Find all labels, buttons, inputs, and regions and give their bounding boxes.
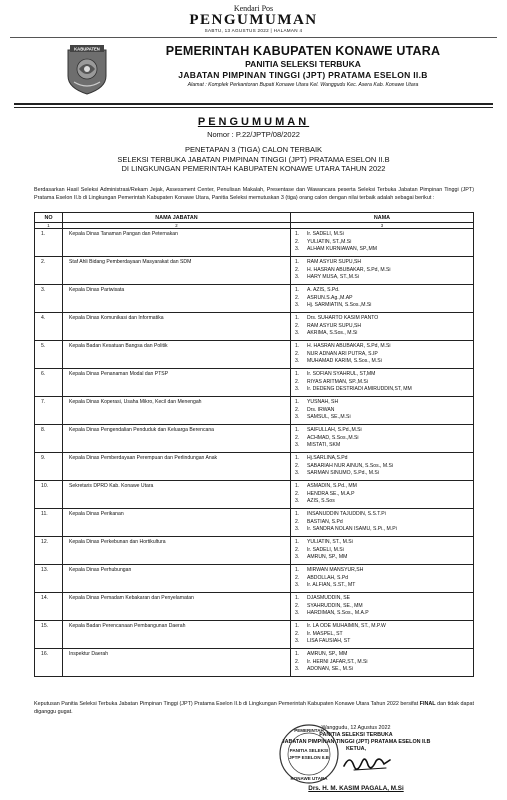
candidate-name: RAM ASYUR SUPU,SH [307, 322, 362, 329]
column-number: 2 [63, 223, 291, 229]
candidate-entry [295, 442, 473, 450]
candidate-entry [295, 358, 473, 366]
candidate-name: YULIATIN, ST., M.Si [307, 539, 353, 545]
candidate-rank: 3. [295, 582, 300, 589]
candidate-entry [295, 498, 473, 506]
candidate-list [291, 285, 474, 313]
handwritten-signature [340, 752, 394, 776]
candidate-entry [295, 399, 473, 407]
candidate-rank: 1. [295, 539, 300, 545]
candidate-rank: 1. [295, 231, 300, 237]
letterhead-rule-thin [14, 107, 493, 108]
header-nama: NAMA [291, 213, 474, 223]
candidate-entry [295, 343, 473, 351]
header-no: NO [35, 213, 63, 223]
newspaper-masthead [0, 0, 507, 38]
candidate-rank: 1. [295, 455, 300, 461]
candidate-rank: 1. [295, 427, 300, 433]
candidate-entry [295, 519, 473, 527]
candidate-entry [295, 491, 473, 499]
candidate-rank: 2. [295, 630, 300, 637]
government-name: PEMERINTAH KABUPATEN KONAWE UTARA [165, 44, 441, 58]
candidate-entry [295, 323, 473, 331]
candidate-rank: 2. [295, 518, 300, 525]
candidate-rank: 3. [295, 442, 300, 449]
candidate-rank: 1. [295, 315, 300, 321]
stamp-text: KONAWE UTARA [290, 776, 328, 781]
candidate-rank: 3. [295, 470, 300, 477]
candidate-entry [295, 526, 473, 534]
candidate-list [291, 313, 474, 341]
candidate-rank: 1. [295, 259, 300, 265]
candidate-entry [295, 287, 473, 295]
row-number: 16. [35, 649, 63, 677]
candidate-entry [295, 483, 473, 491]
candidate-list [291, 341, 474, 369]
row-number: 9. [35, 453, 63, 481]
candidate-name: NUR ADNAN ARI PUTRA, S.IP [307, 350, 378, 357]
table-row [35, 341, 474, 369]
candidate-entry [295, 539, 473, 547]
table-row [35, 453, 474, 481]
document-title: PENGUMUMAN [197, 116, 310, 128]
candidate-name: MUHAMAD KARIM, S.Sos., M.Si [307, 358, 382, 365]
candidate-name: LISA FAUSIAH, ST [307, 638, 351, 645]
place-date: Wanggudu, 12 Agustus 2022 [321, 725, 391, 731]
candidate-name: INSANUDDIN TAJUDDIN, S.S.T.Pi [307, 511, 386, 517]
candidate-name: Ir. SANDRA NOLAN ISAMU, S.Pi., M.Pi [307, 526, 397, 533]
candidate-name: H. HASRAN ABUBAKAR, S.Pd, M.Si [307, 343, 391, 349]
table-row [35, 313, 474, 341]
candidate-list [291, 453, 474, 481]
subtitle-line: PENETAPAN 3 (TIGA) CALON TERBAIK [184, 145, 323, 154]
candidate-rank: 1. [295, 511, 300, 517]
table-row [35, 621, 474, 649]
candidate-name: Ir. SADELI, M.Si [307, 231, 344, 237]
candidate-entry [295, 638, 473, 646]
position-name: Staf Ahli Bidang Pemberdayaan Masyarakat dan SDM [63, 257, 291, 285]
candidate-entry [295, 379, 473, 387]
committee-line: PANITIA SELEKSI TERBUKA [319, 732, 393, 738]
candidate-rank: 2. [295, 350, 300, 357]
candidate-entry [295, 239, 473, 247]
office-address: Alamat : Komplek Perkantoran Bupati Konawe Utara Kel. Wanggudu Kec. Asera Kab. Konawe Utara [187, 82, 419, 88]
position-name: Kepala Dinas Komunikasi dan Informatika [63, 313, 291, 341]
position-name: Kepala Dinas Pemadam Kebakaran dan Penyelamatan [63, 593, 291, 621]
official-stamp [278, 723, 340, 785]
row-number: 1. [35, 229, 63, 257]
candidate-list [291, 369, 474, 397]
regency-emblem-logo [64, 42, 110, 96]
candidate-rank: 2. [295, 602, 300, 609]
candidate-name: AMRUN, SP., MM [307, 554, 348, 561]
table-row [35, 369, 474, 397]
signer-role: KETUA, [345, 746, 367, 752]
closing-paragraph [34, 701, 474, 716]
candidate-name: MIRWAN MANSYUR,SH [307, 567, 364, 573]
position-name: Kepala Dinas Perikanan [63, 509, 291, 537]
candidate-name: Ir. DEDENG DESTRIADI AMIRUDDIN,ST, MM [307, 386, 412, 393]
candidate-rank: 1. [295, 343, 300, 349]
intro-paragraph: Berdasarkan Hasil Seleksi Administrasi/Rekam Jejak, Assessment Center, Penulisan Makalah, Presentase dan Wawancara peserta Seleksi Terbuka Jabatan Pimpinan Tinggi (JPT) Pratama Eselon II.b di Lingkungan Pemerintah Kabupaten Konawe Utara, Panitia Seleksi memutuskan 3 (tiga) orang calon dengan nilai terbaik adalah sebagai berikut : [34, 187, 474, 201]
candidate-list [291, 649, 474, 677]
row-number: 5. [35, 341, 63, 369]
candidate-rank: 1. [295, 651, 300, 657]
candidate-name: SYAHRUDDIN, SE., MM [307, 602, 363, 609]
candidate-name: H. HASRAN ABUBAKAR, S.Pd, M.Si [307, 266, 391, 273]
table-header-row [35, 213, 474, 223]
candidate-list [291, 425, 474, 453]
candidate-rank: 3. [295, 274, 300, 281]
candidate-entry [295, 623, 473, 631]
candidate-entry [295, 547, 473, 555]
candidate-entry [295, 470, 473, 478]
candidate-rank: 3. [295, 414, 300, 421]
table-row [35, 565, 474, 593]
letterhead [0, 40, 507, 102]
candidate-entry [295, 567, 473, 575]
stamp-text: JPTP ESELON II.B [289, 755, 329, 760]
masthead-rule [10, 37, 497, 38]
position-name: Sekretaris DPRD Kab. Konawe Utara [63, 481, 291, 509]
candidate-entry [295, 302, 473, 310]
candidate-rank: 1. [295, 399, 300, 405]
candidate-name: Ir. HERNI JAFAR,ST., M.Si [307, 658, 368, 665]
candidate-list [291, 397, 474, 425]
candidate-name: Hj.SARLINA,S.Pd [307, 455, 348, 461]
table-row [35, 397, 474, 425]
row-number: 12. [35, 537, 63, 565]
candidate-list [291, 481, 474, 509]
candidate-rank: 2. [295, 378, 300, 385]
candidate-entry [295, 330, 473, 338]
closing-final-word: FINAL [419, 701, 436, 707]
candidate-name: YULIATIN, ST.,M.Si [307, 238, 352, 245]
document-subtitle [0, 145, 507, 174]
table-row [35, 537, 474, 565]
candidate-name: Ir. SADELI, M.Si [307, 546, 344, 553]
candidate-name: ACHMAD, S.Sos.,M.Si [307, 434, 359, 441]
candidate-entry [295, 246, 473, 254]
position-name: Kepala Dinas Tanaman Pangan dan Peternakan [63, 229, 291, 257]
candidate-entry [295, 651, 473, 659]
closing-text-end: dan tidak dapat diganggu gugat. [34, 701, 475, 715]
candidate-list [291, 621, 474, 649]
candidate-name: HARY MUSA, ST.,M.Si [307, 274, 359, 281]
closing-text: Keputusan Panitia Seleksi Terbuka Jabatan Pimpinan Tinggi (JPT) Pratama Eselon II.b di Lingkungan Pemerintah Kabupaten Konawe Utara Tahun 2022 bersifat [34, 701, 419, 707]
row-number: 7. [35, 397, 63, 425]
candidate-rank: 3. [295, 246, 300, 253]
row-number: 3. [35, 285, 63, 313]
stamp-text: PANITIA SELEKSI [289, 748, 329, 753]
candidate-rank: 1. [295, 623, 300, 629]
candidate-entry [295, 231, 473, 239]
candidate-rank: 1. [295, 595, 300, 601]
candidate-rank: 2. [295, 462, 300, 469]
candidate-entry [295, 554, 473, 562]
candidate-name: Ir. LA ODE MUHAIMIN, ST., M.P.W [307, 623, 386, 629]
candidate-entry [295, 351, 473, 359]
row-number: 11. [35, 509, 63, 537]
candidate-name: Drs. IRWAN [307, 406, 335, 413]
letterhead-rule-thick [14, 103, 493, 105]
document-number: Nomor : P.22/JPTP/08/2022 [207, 130, 300, 139]
candidate-rank: 3. [295, 610, 300, 617]
row-number: 4. [35, 313, 63, 341]
candidate-entry [295, 631, 473, 639]
candidate-entry [295, 603, 473, 611]
candidate-name: A. AZIS, S.Pd. [307, 287, 340, 293]
candidate-rank: 2. [295, 322, 300, 329]
candidate-name: HARDIMAN, S.Sos., M.A.P [307, 610, 369, 617]
section-title: PENGUMUMAN [189, 12, 318, 28]
candidate-name: HENDRA SE., M.A.P [307, 490, 355, 497]
subtitle-line: DI LINGKUNGAN PEMERINTAH KABUPATEN KONAWE UTARA TAHUN 2022 [121, 164, 386, 173]
candidate-name: BASTIAN, S.Pd [307, 518, 343, 525]
candidate-name: Ir. MASPEL, ST [307, 630, 343, 637]
candidate-entry [295, 511, 473, 519]
candidate-name: ADONAN, SE., M.Si [307, 666, 353, 673]
candidate-rank: 3. [295, 330, 300, 337]
column-number: 1 [35, 223, 63, 229]
candidate-entry [295, 427, 473, 435]
candidate-entry [295, 455, 473, 463]
candidate-rank: 2. [295, 490, 300, 497]
candidate-name: AKRIMA, S.Sos., M.Si [307, 330, 358, 337]
candidate-list [291, 509, 474, 537]
candidate-rank: 3. [295, 302, 300, 309]
position-name: Kepala Dinas Perhubungan [63, 565, 291, 593]
row-number: 2. [35, 257, 63, 285]
candidate-rank: 2. [295, 294, 300, 301]
candidate-name: RIYAS ARITMAN, SP.,M.Si [307, 378, 368, 385]
candidate-rank: 3. [295, 358, 300, 365]
candidate-entry [295, 407, 473, 415]
candidate-rank: 2. [295, 658, 300, 665]
candidate-name: DJASMUDDIN, SE [307, 595, 351, 601]
header-jabatan: NAMA JABATAN [63, 213, 291, 223]
candidate-rank: 1. [295, 287, 300, 293]
candidate-entry [295, 295, 473, 303]
position-name: Kepala Dinas Penanaman Modal dan PTSP [63, 369, 291, 397]
candidate-name: SAIFULLAH, S.Pd.,M.Si [307, 427, 362, 433]
candidate-rank: 2. [295, 574, 300, 581]
subtitle-line: SELEKSI TERBUKA JABATAN PIMPINAN TINGGI (JPT) PRATAMA ESELON II.B [117, 154, 390, 164]
candidate-entry [295, 575, 473, 583]
candidate-name: ASRUN.S.Ag.,M.AP [307, 294, 353, 301]
candidate-rank: 3. [295, 638, 300, 645]
candidate-rank: 3. [295, 526, 300, 533]
candidate-entry [295, 435, 473, 443]
candidate-name: RAM ASYUR SUPU,SH [307, 259, 362, 265]
row-number: 13. [35, 565, 63, 593]
table-row [35, 509, 474, 537]
candidate-name: Ir. SOFIAN SYAHRUL, ST,MM [307, 371, 376, 377]
candidate-entry [295, 386, 473, 394]
candidate-name: ALHAM KURNIAWAN, SP.,MM [307, 246, 378, 253]
position-name: Kepala Dinas Koperasi, Usaha Mikro, Kecil dan Menengah [63, 397, 291, 425]
candidate-list [291, 565, 474, 593]
position-name: Kepala Badan Kesatuan Bangsa dan Politik [63, 341, 291, 369]
position-name: Kepala Badan Perencanaan Pembangunan Daerah [63, 621, 291, 649]
candidate-name: Ir. ALFIAN, S.ST., MT [307, 582, 356, 589]
stamp-text: PEMERINTAH [294, 728, 324, 733]
candidate-rank: 1. [295, 567, 300, 573]
row-number: 10. [35, 481, 63, 509]
candidate-name: ASMADIN, S.Pd., MM [307, 483, 357, 489]
candidate-rank: 2. [295, 406, 300, 413]
candidate-name: Drs. SUHARTO KASIM PANTO [307, 315, 379, 321]
position-name: Kepala Dinas Pariwisata [63, 285, 291, 313]
table-row [35, 649, 474, 677]
candidate-name: AMRUN, SP., MM [307, 651, 348, 657]
candidate-entry [295, 666, 473, 674]
committee-name: PANITIA SELEKSI TERBUKA [245, 59, 361, 69]
row-number: 14. [35, 593, 63, 621]
candidate-rank: 3. [295, 498, 300, 505]
issue-date-line: SABTU, 13 AGUSTUS 2022 | HALAMAN 4 [204, 28, 303, 33]
candidate-rank: 1. [295, 483, 300, 489]
table-row [35, 285, 474, 313]
candidate-name: SABARIAH NUR AINUN, S.Sos., M.Si [307, 462, 394, 469]
position-name: Kepala Dinas Perkebunan dan Hortikultura [63, 537, 291, 565]
candidate-list [291, 537, 474, 565]
table-row [35, 229, 474, 257]
document-heading [0, 116, 507, 174]
candidate-entry [295, 274, 473, 282]
candidate-name: Hj. SARMIATIN, S.Sos.,M.Si [307, 302, 372, 309]
row-number: 8. [35, 425, 63, 453]
candidate-list [291, 257, 474, 285]
position-title: JABATAN PIMPINAN TINGGI (JPT) PRATAMA ESELON II.B [178, 70, 428, 80]
candidate-rank: 2. [295, 266, 300, 273]
logo-lettering: KABUPATEN [74, 46, 100, 52]
candidate-rank: 1. [295, 371, 300, 377]
candidate-name: SARMAN SINUMO, S.Pd., M.Si [307, 470, 379, 477]
candidate-entry [295, 610, 473, 618]
row-number: 15. [35, 621, 63, 649]
candidate-entry [295, 463, 473, 471]
column-number: 3 [291, 223, 474, 229]
candidate-entry [295, 371, 473, 379]
table-row [35, 481, 474, 509]
candidate-rank: 3. [295, 666, 300, 673]
candidate-name: ABDOLLAH, S.Pd [307, 574, 349, 581]
candidate-entry [295, 582, 473, 590]
candidate-rank: 2. [295, 434, 300, 441]
candidate-rank: 2. [295, 238, 300, 245]
candidate-entry [295, 659, 473, 667]
candidate-list [291, 229, 474, 257]
row-number: 6. [35, 369, 63, 397]
committee-line: JABATAN PIMPINAN TINGGI (JPT) PRATAMA ESELON II.B [281, 739, 431, 745]
position-name: Kepala Dinas Pengendalian Penduduk dan Keluarga Berencana [63, 425, 291, 453]
newspaper-name: Kendari Pos [233, 4, 274, 13]
candidate-entry [295, 315, 473, 323]
candidate-name: SAMSUL, SE.,M.Si [307, 414, 351, 421]
candidate-name: MISTATI, SKM [307, 442, 341, 449]
table-row [35, 593, 474, 621]
candidate-name: YUSNAH, SH [307, 399, 339, 405]
candidate-entry [295, 259, 473, 267]
candidate-list [291, 593, 474, 621]
table-row [35, 257, 474, 285]
candidate-entry [295, 267, 473, 275]
signer-name: Drs. H. M. KASIM PAGALA, M.Si [308, 785, 404, 792]
candidate-entry [295, 414, 473, 422]
position-name: Inspektur Daerah [63, 649, 291, 677]
candidate-rank: 3. [295, 554, 300, 561]
position-name: Kepala Dinas Pemberdayaan Perempuan dan Perlindungan Anak [63, 453, 291, 481]
table-row [35, 425, 474, 453]
candidate-rank: 2. [295, 546, 300, 553]
candidate-rank: 3. [295, 386, 300, 393]
candidate-entry [295, 595, 473, 603]
candidates-table [34, 212, 474, 677]
candidate-name: AZIS, S.Sos [307, 498, 335, 505]
